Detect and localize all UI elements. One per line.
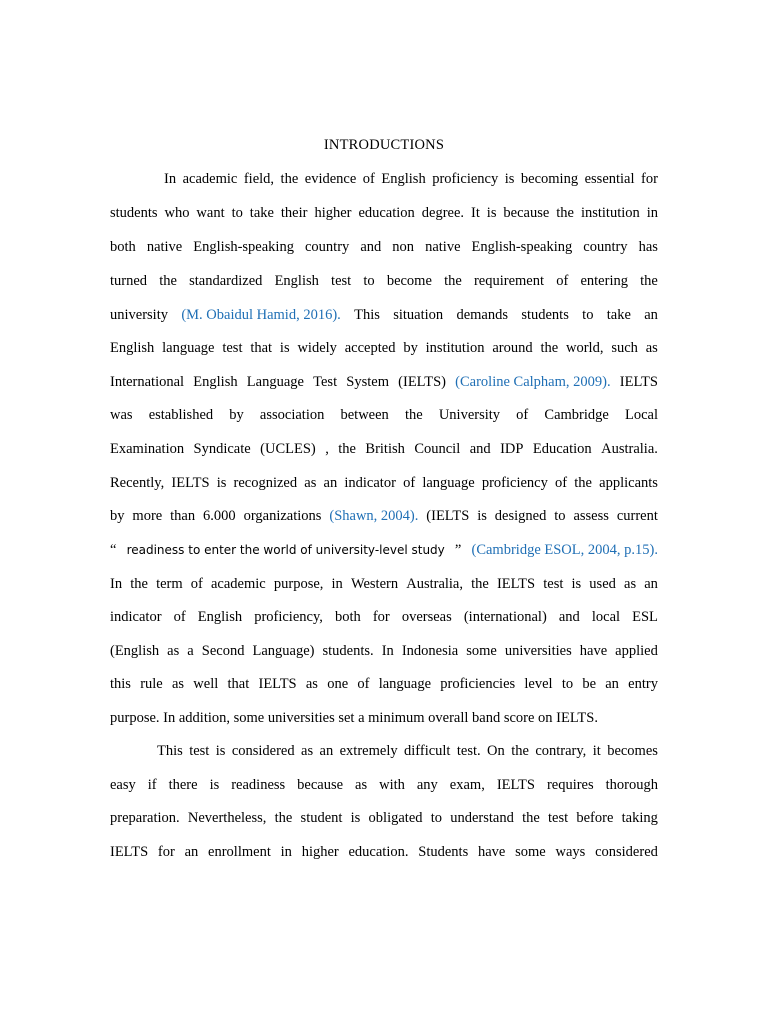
body-line — [110, 306, 658, 324]
word: situation — [393, 307, 444, 323]
word: be — [582, 676, 597, 692]
body-line — [157, 742, 658, 760]
word: their — [280, 205, 308, 221]
body-line — [110, 608, 658, 626]
word: is — [350, 810, 361, 826]
word: (IELTS — [426, 508, 470, 524]
word: considered — [595, 844, 658, 860]
citation: (Cambridge ESOL, 2004, p.15). — [471, 542, 658, 558]
word: preparation. — [110, 810, 180, 826]
word: students. — [322, 643, 374, 659]
word: evidence — [304, 171, 357, 187]
word: Local — [624, 407, 658, 423]
word: understand — [450, 810, 514, 826]
word: the — [540, 340, 559, 356]
word: an — [319, 743, 334, 759]
word: university — [110, 307, 168, 323]
word: as — [645, 340, 658, 356]
word: if — [147, 777, 157, 793]
word: to — [231, 205, 243, 221]
word: (English — [110, 643, 160, 659]
word: English — [274, 273, 319, 289]
word: In — [381, 643, 394, 659]
word: local — [591, 609, 621, 625]
body-line — [110, 776, 658, 794]
word: This — [354, 307, 380, 323]
word: Syndicate — [193, 441, 251, 457]
word: obligated — [368, 810, 423, 826]
word: both — [334, 609, 361, 625]
word: It — [470, 205, 480, 221]
word: for — [372, 609, 390, 625]
word: by — [229, 407, 244, 423]
word: the — [404, 407, 423, 423]
word: take — [249, 205, 274, 221]
word: System — [346, 374, 389, 390]
word: requires — [546, 777, 594, 793]
word: academic — [210, 576, 266, 592]
text-segment: purpose. In addition, some universities set a minimum overall band score on IELTS. — [110, 710, 598, 726]
word: take — [606, 307, 631, 323]
word: 6.000 — [203, 508, 236, 524]
word: language — [378, 676, 432, 692]
word: such — [611, 340, 638, 356]
word: the — [338, 441, 356, 457]
word: field, — [243, 171, 275, 187]
word: Education — [532, 441, 592, 457]
word: the — [444, 273, 462, 289]
word: of — [173, 609, 186, 625]
quoted-phrase: readiness to enter the world of university-level study — [126, 543, 445, 557]
word: any — [416, 777, 438, 793]
word: proficiency — [481, 475, 548, 491]
word: both — [110, 239, 136, 255]
word: (international) — [463, 609, 547, 625]
word: students — [110, 205, 158, 221]
word: Examination — [110, 441, 185, 457]
word: between — [340, 407, 389, 423]
word: of — [357, 676, 370, 692]
body-line — [110, 272, 658, 290]
word: an — [184, 844, 199, 860]
word: overseas — [401, 609, 452, 625]
word: established — [148, 407, 214, 423]
word: purpose, — [273, 576, 324, 592]
word: in — [331, 576, 343, 592]
word: to — [582, 307, 594, 323]
word: of — [556, 273, 569, 289]
word: the — [511, 743, 529, 759]
word: there — [168, 777, 198, 793]
word: in — [280, 844, 292, 860]
word: and — [469, 441, 491, 457]
word: some — [466, 643, 497, 659]
word: indicator — [110, 609, 162, 625]
word: the — [556, 205, 574, 221]
word: an — [644, 307, 658, 323]
word: of — [190, 576, 203, 592]
word: in — [646, 205, 658, 221]
word: IELTS — [619, 374, 658, 390]
word: as — [171, 676, 185, 692]
word: test — [543, 576, 564, 592]
word: association — [259, 407, 325, 423]
word: proficiency, — [254, 609, 323, 625]
word: for — [157, 844, 175, 860]
word: “ — [110, 542, 117, 558]
citation: (M. Obaidul Hamid, 2016). — [181, 307, 341, 323]
word: Second — [201, 643, 245, 659]
word: education — [358, 205, 415, 221]
word: entry — [628, 676, 658, 692]
word: rule — [140, 676, 163, 692]
word: have — [477, 844, 506, 860]
word: University — [438, 407, 501, 423]
word: one — [327, 676, 349, 692]
word: IELTS — [171, 475, 210, 491]
word: Language) — [252, 643, 315, 659]
body-line — [110, 406, 658, 424]
body-line — [164, 170, 658, 188]
word: enrollment — [208, 844, 271, 860]
word: current — [616, 508, 658, 524]
word: Council — [414, 441, 461, 457]
word: because — [503, 205, 550, 221]
word: education. — [348, 844, 409, 860]
word: International — [110, 374, 185, 390]
word: assess — [573, 508, 609, 524]
word: contrary, — [535, 743, 587, 759]
word: native — [146, 239, 183, 255]
word: test — [331, 273, 352, 289]
word: taking — [621, 810, 658, 826]
word: as — [624, 576, 637, 592]
word: some — [515, 844, 546, 860]
word: students — [521, 307, 569, 323]
word: becoming — [520, 171, 579, 187]
word: is — [477, 508, 487, 524]
word: Western — [350, 576, 399, 592]
word: institution — [580, 205, 640, 221]
word: accepted — [344, 340, 396, 356]
word: English — [381, 171, 426, 187]
word: the — [280, 171, 299, 187]
word: IELTS — [496, 777, 535, 793]
word: readiness — [231, 777, 286, 793]
body-line — [110, 675, 658, 693]
word: requirement — [473, 273, 545, 289]
word: is — [279, 340, 290, 356]
word: IDP — [500, 441, 524, 457]
word: indicator — [344, 475, 396, 491]
word: test — [189, 743, 210, 759]
body-line — [110, 339, 658, 357]
word: the — [159, 273, 177, 289]
word: by — [403, 340, 418, 356]
word: English-speaking — [471, 239, 573, 255]
word: the — [471, 576, 489, 592]
word: the — [274, 810, 293, 826]
word: becomes — [607, 743, 658, 759]
word: entering — [580, 273, 628, 289]
word: English — [193, 374, 238, 390]
word: is — [504, 171, 515, 187]
citation: (Caroline Calpham, 2009). — [455, 374, 611, 390]
word: Australia, — [406, 576, 463, 592]
word: On — [487, 743, 505, 759]
word: for — [641, 171, 658, 187]
word: the — [130, 576, 148, 592]
word: native — [425, 239, 461, 255]
word: around — [492, 340, 533, 356]
word: proficiency — [432, 171, 499, 187]
body-line — [110, 541, 658, 559]
word: In — [164, 171, 177, 187]
body-line — [110, 440, 658, 458]
word: was — [110, 407, 133, 423]
word: test — [548, 810, 569, 826]
word: Cambridge — [544, 407, 609, 423]
body-line — [110, 474, 658, 492]
word: academic — [182, 171, 238, 187]
word: turned — [110, 273, 148, 289]
word: IELTS — [258, 676, 297, 692]
word: as — [167, 643, 180, 659]
word: recognized — [233, 475, 298, 491]
word: easy — [110, 777, 136, 793]
word: Indonesia — [401, 643, 459, 659]
word: , — [325, 441, 329, 457]
word: as — [304, 475, 317, 491]
word: an — [605, 676, 619, 692]
word: an — [323, 475, 338, 491]
word: with — [379, 777, 405, 793]
word: to — [554, 508, 566, 524]
word: a — [187, 643, 194, 659]
word: Test — [313, 374, 338, 390]
word: Students — [418, 844, 469, 860]
word: test — [222, 340, 243, 356]
word: is — [209, 777, 220, 793]
word: this — [110, 676, 131, 692]
body-line — [110, 204, 658, 222]
word: is — [215, 743, 226, 759]
word: IELTS — [110, 844, 149, 860]
word: is — [571, 576, 582, 592]
word: language — [162, 340, 215, 356]
word: used — [589, 576, 616, 592]
word: IELTS — [496, 576, 536, 592]
word: In — [110, 576, 123, 592]
word: higher — [314, 205, 352, 221]
word: have — [579, 643, 608, 659]
body-line — [110, 373, 658, 391]
word: English — [197, 609, 243, 625]
word: exam, — [449, 777, 485, 793]
word: term — [156, 576, 183, 592]
word: degree. — [421, 205, 465, 221]
word: ” — [454, 542, 462, 558]
word: than — [170, 508, 196, 524]
word: Language — [246, 374, 304, 390]
word: is — [216, 475, 227, 491]
word: ESL — [632, 609, 658, 625]
word: world, — [566, 340, 604, 356]
word: British — [365, 441, 405, 457]
word: thorough — [605, 777, 658, 793]
word: non — [392, 239, 415, 255]
word: Australia. — [601, 441, 658, 457]
word: language — [422, 475, 475, 491]
word: before — [576, 810, 614, 826]
word: Nevertheless, — [187, 810, 267, 826]
word: country — [305, 239, 350, 255]
word: universities — [504, 643, 572, 659]
body-line — [110, 238, 658, 256]
body-line — [110, 642, 658, 660]
word: standardized — [189, 273, 263, 289]
body-line — [110, 575, 658, 593]
word: considered — [231, 743, 295, 759]
body-line — [110, 507, 658, 525]
word: that — [227, 676, 250, 692]
word: Recently, — [110, 475, 165, 491]
word: an — [644, 576, 658, 592]
word: applied — [615, 643, 658, 659]
word: designed — [494, 508, 547, 524]
body-line — [110, 843, 658, 861]
body-line — [110, 709, 658, 727]
word: become — [386, 273, 432, 289]
word: it — [592, 743, 601, 759]
word: higher — [301, 844, 339, 860]
word: of — [362, 171, 375, 187]
word: demands — [456, 307, 509, 323]
word: ways — [555, 844, 586, 860]
word: of — [516, 407, 529, 423]
word: who — [164, 205, 190, 221]
word: is — [486, 205, 497, 221]
document-title: INTRODUCTIONS — [323, 137, 445, 153]
word: of — [555, 475, 568, 491]
word: as — [301, 743, 314, 759]
body-line — [110, 809, 658, 827]
word: proficiencies — [440, 676, 516, 692]
word: to — [363, 273, 375, 289]
word: test. — [456, 743, 481, 759]
word: widely — [297, 340, 337, 356]
word: of — [403, 475, 416, 491]
word: difficult — [404, 743, 451, 759]
word: This — [157, 743, 183, 759]
word: organizations — [243, 508, 322, 524]
word: because — [297, 777, 344, 793]
word: applicants — [599, 475, 658, 491]
word: has — [638, 239, 658, 255]
word: (UCLES) — [260, 441, 316, 457]
word: well — [193, 676, 219, 692]
word: English-speaking — [193, 239, 294, 255]
word: country — [583, 239, 628, 255]
word: want — [196, 205, 225, 221]
word: as — [305, 676, 318, 692]
citation: (Shawn, 2004). — [329, 508, 419, 524]
word: institution — [425, 340, 485, 356]
word: that — [250, 340, 273, 356]
word: as — [355, 777, 368, 793]
word: and — [558, 609, 580, 625]
word: the — [574, 475, 592, 491]
word: English — [110, 340, 155, 356]
word: (IELTS) — [398, 374, 446, 390]
word: by — [110, 508, 125, 524]
word: extremely — [339, 743, 398, 759]
word: the — [640, 273, 658, 289]
word: essential — [584, 171, 635, 187]
word: to — [430, 810, 443, 826]
word: to — [561, 676, 574, 692]
word: level — [524, 676, 553, 692]
word: and — [360, 239, 382, 255]
word: more — [132, 508, 163, 524]
word: student — [300, 810, 343, 826]
word: the — [522, 810, 540, 826]
